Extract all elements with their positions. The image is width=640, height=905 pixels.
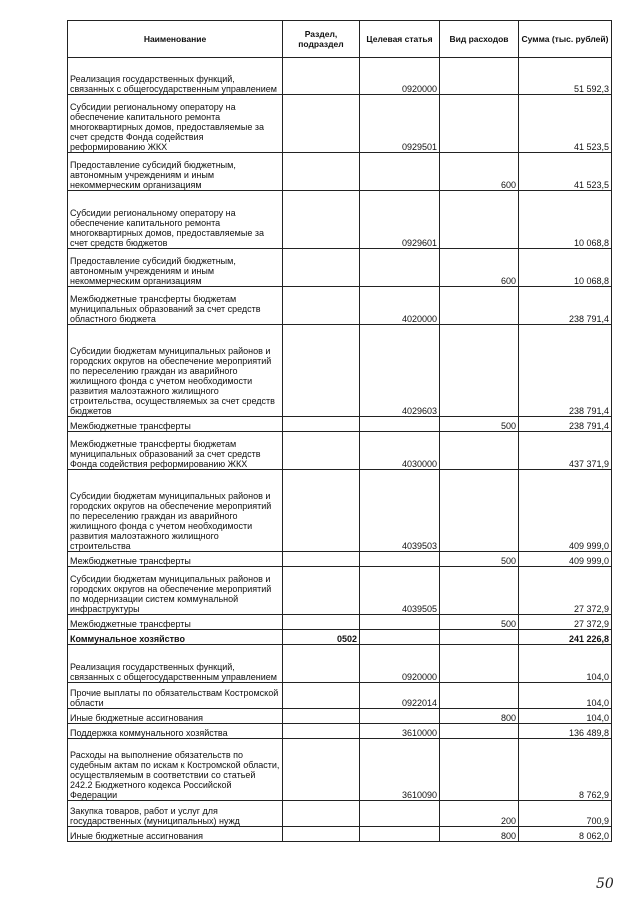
cell-target: 0920000 [360, 58, 440, 95]
cell-name: Субсидии бюджетам муниципальных районов и городских округов на обеспечение мероприятий по модернизации систем коммунальной инфраструктуры [68, 567, 283, 615]
cell-target [360, 417, 440, 432]
cell-sum: 51 592,3 [519, 58, 612, 95]
cell-sum: 41 523,5 [519, 95, 612, 153]
cell-section [283, 709, 360, 724]
cell-expense [440, 567, 519, 615]
cell-expense [440, 724, 519, 739]
table-row [68, 153, 612, 191]
cell-expense: 800 [440, 709, 519, 724]
table-row [68, 191, 612, 249]
table-row [68, 801, 612, 827]
table-row [68, 95, 612, 153]
cell-expense [440, 645, 519, 683]
table-body [68, 58, 612, 842]
cell-sum: 409 999,0 [519, 552, 612, 567]
cell-name: Межбюджетные трансферты [68, 615, 283, 630]
cell-section [283, 249, 360, 287]
cell-target [360, 615, 440, 630]
cell-sum: 241 226,8 [519, 630, 612, 645]
table-row [68, 287, 612, 325]
cell-expense: 500 [440, 417, 519, 432]
cell-section [283, 739, 360, 801]
cell-sum: 8 062,0 [519, 827, 612, 842]
table-row [68, 739, 612, 801]
cell-sum: 27 372,9 [519, 615, 612, 630]
cell-name: Субсидии бюджетам муниципальных районов и городских округов на обеспечение мероприятий по переселению граждан из аварийного жилищного фонда с учетом необходимости развития малоэтажного жилищного строительства, осуществляемых за счет средств бюджетов [68, 325, 283, 417]
cell-expense: 800 [440, 827, 519, 842]
cell-target: 0929501 [360, 95, 440, 153]
cell-section [283, 287, 360, 325]
table-row [68, 249, 612, 287]
cell-section [283, 470, 360, 552]
cell-target [360, 709, 440, 724]
cell-section [283, 827, 360, 842]
cell-sum: 700,9 [519, 801, 612, 827]
cell-section [283, 724, 360, 739]
cell-name: Субсидии бюджетам муниципальных районов и городских округов на обеспечение мероприятий по переселению граждан из аварийного жилищного фонда с учетом необходимости развития малоэтажного жилищного строительства [68, 470, 283, 552]
cell-name: Субсидии региональному оператору на обеспечение капитального ремонта многоквартирных домов, предоставляемые за счет средств Фонда содействия реформированию ЖКХ [68, 95, 283, 153]
cell-name: Предоставление субсидий бюджетным, автономным учреждениям и иным некоммерческим организациям [68, 153, 283, 191]
cell-expense [440, 95, 519, 153]
cell-name: Расходы на выполнение обязательств по судебным актам по искам к Костромской области, осуществляемым в соответствии со статьей 242.2 Бюджетного кодекса Российской Федерации [68, 739, 283, 801]
cell-sum: 41 523,5 [519, 153, 612, 191]
cell-target: 3610000 [360, 724, 440, 739]
table-row [68, 552, 612, 567]
cell-expense: 600 [440, 153, 519, 191]
cell-name: Поддержка коммунального хозяйства [68, 724, 283, 739]
table-row [68, 417, 612, 432]
cell-expense [440, 470, 519, 552]
cell-section [283, 645, 360, 683]
table-row [68, 567, 612, 615]
cell-target: 4039503 [360, 470, 440, 552]
cell-sum: 136 489,8 [519, 724, 612, 739]
table-row [68, 325, 612, 417]
cell-section [283, 58, 360, 95]
cell-expense [440, 287, 519, 325]
cell-sum: 104,0 [519, 645, 612, 683]
cell-name: Межбюджетные трансферты [68, 552, 283, 567]
cell-target [360, 552, 440, 567]
cell-section [283, 191, 360, 249]
cell-sum: 104,0 [519, 683, 612, 709]
cell-sum: 409 999,0 [519, 470, 612, 552]
cell-target: 4029603 [360, 325, 440, 417]
cell-expense: 500 [440, 615, 519, 630]
cell-expense [440, 630, 519, 645]
cell-section [283, 567, 360, 615]
cell-name: Реализация государственных функций, связанных с общегосударственным управлением [68, 58, 283, 95]
cell-name: Иные бюджетные ассигнования [68, 709, 283, 724]
cell-expense: 200 [440, 801, 519, 827]
cell-section [283, 683, 360, 709]
cell-target: 4030000 [360, 432, 440, 470]
cell-target [360, 801, 440, 827]
cell-expense [440, 325, 519, 417]
table-row [68, 724, 612, 739]
table-row [68, 615, 612, 630]
table-row [68, 827, 612, 842]
cell-sum: 8 762,9 [519, 739, 612, 801]
cell-target: 4020000 [360, 287, 440, 325]
table-row [68, 432, 612, 470]
header-name: Наименование [68, 21, 283, 58]
cell-target [360, 249, 440, 287]
table-row [68, 630, 612, 645]
cell-expense: 600 [440, 249, 519, 287]
cell-name: Иные бюджетные ассигнования [68, 827, 283, 842]
cell-name: Субсидии региональному оператору на обеспечение капитального ремонта многоквартирных домов, предоставляемые за счет средств бюджетов [68, 191, 283, 249]
cell-section [283, 153, 360, 191]
cell-sum: 10 068,8 [519, 191, 612, 249]
cell-sum: 238 791,4 [519, 287, 612, 325]
cell-expense [440, 58, 519, 95]
cell-expense [440, 191, 519, 249]
cell-name: Закупка товаров, работ и услуг для государственных (муниципальных) нужд [68, 801, 283, 827]
cell-name: Предоставление субсидий бюджетным, автономным учреждениям и иным некоммерческим организациям [68, 249, 283, 287]
cell-name: Межбюджетные трансферты бюджетам муниципальных образований за счет средств областного бюджета [68, 287, 283, 325]
cell-section: 0502 [283, 630, 360, 645]
cell-name: Межбюджетные трансферты [68, 417, 283, 432]
table-row [68, 645, 612, 683]
cell-expense [440, 683, 519, 709]
cell-target: 0929601 [360, 191, 440, 249]
header-expense: Вид расходов [440, 21, 519, 58]
header-target: Целевая статья [360, 21, 440, 58]
cell-section [283, 432, 360, 470]
cell-section [283, 417, 360, 432]
cell-target [360, 153, 440, 191]
cell-expense [440, 432, 519, 470]
cell-name: Реализация государственных функций, связанных с общегосударственным управлением [68, 645, 283, 683]
cell-name: Прочие выплаты по обязательствам Костромской области [68, 683, 283, 709]
table-row [68, 709, 612, 724]
header-sum: Сумма (тыс. рублей) [519, 21, 612, 58]
table-header-row [68, 21, 612, 58]
table-row [68, 683, 612, 709]
header-section: Раздел, подраздел [283, 21, 360, 58]
cell-expense: 500 [440, 552, 519, 567]
cell-sum: 238 791,4 [519, 417, 612, 432]
cell-target: 4039505 [360, 567, 440, 615]
cell-section [283, 95, 360, 153]
cell-sum: 238 791,4 [519, 325, 612, 417]
table-row [68, 470, 612, 552]
cell-target: 0922014 [360, 683, 440, 709]
cell-target [360, 630, 440, 645]
cell-section [283, 801, 360, 827]
budget-table [67, 20, 612, 842]
page-number: 50 [596, 876, 614, 892]
cell-sum: 437 371,9 [519, 432, 612, 470]
cell-target [360, 827, 440, 842]
cell-target: 3610090 [360, 739, 440, 801]
cell-section [283, 552, 360, 567]
cell-name: Коммунальное хозяйство [68, 630, 283, 645]
cell-sum: 10 068,8 [519, 249, 612, 287]
cell-target: 0920000 [360, 645, 440, 683]
cell-section [283, 325, 360, 417]
table-row [68, 58, 612, 95]
cell-name: Межбюджетные трансферты бюджетам муниципальных образований за счет средств Фонда содействия реформированию ЖКХ [68, 432, 283, 470]
cell-sum: 104,0 [519, 709, 612, 724]
cell-sum: 27 372,9 [519, 567, 612, 615]
cell-expense [440, 739, 519, 801]
cell-section [283, 615, 360, 630]
